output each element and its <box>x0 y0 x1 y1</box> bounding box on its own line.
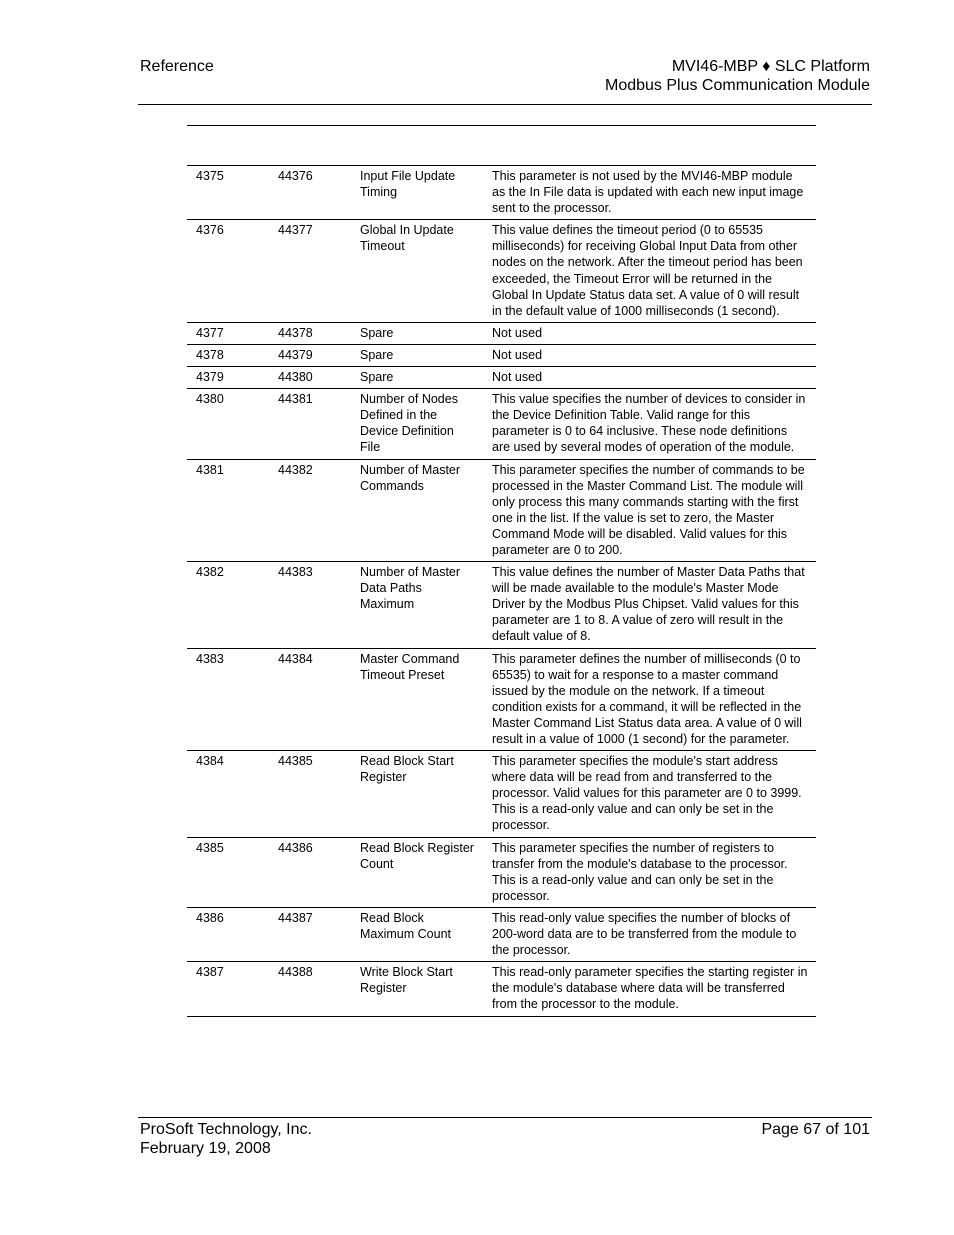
row-description: Not used <box>483 344 816 366</box>
row-offset: 4378 <box>187 344 269 366</box>
parameter-table-body <box>187 166 816 1017</box>
row-address: 44377 <box>269 220 351 323</box>
header-divider <box>138 104 872 105</box>
row-offset: 4375 <box>187 166 269 220</box>
row-offset: 4376 <box>187 220 269 323</box>
row-name: Spare <box>351 322 483 344</box>
table-row <box>187 907 816 961</box>
row-name: Read Block Maximum Count <box>351 907 483 961</box>
row-offset: 4386 <box>187 907 269 961</box>
row-address: 44376 <box>269 166 351 220</box>
row-description: Not used <box>483 322 816 344</box>
row-offset: 4381 <box>187 459 269 562</box>
row-address: 44385 <box>269 751 351 837</box>
row-description: This value defines the number of Master Data Paths that will be made available to the module's Master Mode Driver by the Modbus Plus Chipset. Valid values for this parameter are 1 to 8. A value of zero will result in the default value of 8. <box>483 562 816 648</box>
row-description: This value defines the timeout period (0 to 65535 milliseconds) for receiving Global Input Data from other nodes on the network. After the timeout period has been exceeded, the Timeout Error will be returned in the Global In Update Status data set. A value of 0 will result in the default value of 1000 milliseconds (1 second). <box>483 220 816 323</box>
row-description: Not used <box>483 367 816 389</box>
row-description: This parameter specifies the number of registers to transfer from the module's database to the processor. This is a read-only value and can only be set in the processor. <box>483 837 816 907</box>
row-description: This parameter defines the number of milliseconds (0 to 65535) to wait for a response to a master command issued by the module on the network. If a timeout condition exists for a command, it will be reflected in the Master Command List Status data area. A value of 0 will result in a value of 1000 (1 second) for the parameter. <box>483 648 816 751</box>
row-name: Input File Update Timing <box>351 166 483 220</box>
table-row <box>187 459 816 562</box>
table-row <box>187 648 816 751</box>
table-row <box>187 962 816 1016</box>
row-description: This read-only parameter specifies the starting register in the module's database where data will be transferred from the processor to the module. <box>483 962 816 1016</box>
row-offset: 4384 <box>187 751 269 837</box>
row-address: 44384 <box>269 648 351 751</box>
footer-date: February 19, 2008 <box>140 1140 271 1157</box>
row-name: Spare <box>351 367 483 389</box>
row-name: Read Block Start Register <box>351 751 483 837</box>
row-offset: 4380 <box>187 389 269 459</box>
footer-page-number: Page 67 of 101 <box>761 1121 870 1138</box>
row-offset: 4385 <box>187 837 269 907</box>
row-address: 44378 <box>269 322 351 344</box>
header-product-line: MVI46-MBP ♦ SLC Platform <box>671 58 870 75</box>
table-row <box>187 751 816 837</box>
table-top-divider <box>187 125 816 126</box>
row-address: 44380 <box>269 367 351 389</box>
table-row <box>187 367 816 389</box>
row-description: This parameter is not used by the MVI46-MBP module as the In File data is updated with each new input image sent to the processor. <box>483 166 816 220</box>
header-product <box>605 57 870 95</box>
row-address: 44386 <box>269 837 351 907</box>
row-offset: 4377 <box>187 322 269 344</box>
row-address: 44388 <box>269 962 351 1016</box>
table-row <box>187 166 816 220</box>
row-offset: 4379 <box>187 367 269 389</box>
table-row <box>187 220 816 323</box>
row-description: This read-only value specifies the number of blocks of 200-word data are to be transferred from the module to the processor. <box>483 907 816 961</box>
table-row <box>187 344 816 366</box>
row-name: Number of Nodes Defined in the Device Definition File <box>351 389 483 459</box>
footer-left <box>140 1120 312 1158</box>
row-address: 44387 <box>269 907 351 961</box>
row-description: This parameter specifies the module's start address where data will be read from and transferred to the processor. Valid values for this parameter are 0 to 3999. This is a read-only value and can only be set in the processor. <box>483 751 816 837</box>
row-name: Read Block Register Count <box>351 837 483 907</box>
row-name: Number of Master Data Paths Maximum <box>351 562 483 648</box>
row-description: This parameter specifies the number of commands to be processed in the Master Command List. The module will only process this many commands starting with the first one in the list. If the value is set to zero, the Master Command Mode will be disabled. Valid values for this parameter are 0 to 200. <box>483 459 816 562</box>
row-address: 44383 <box>269 562 351 648</box>
header-product-subtitle: Modbus Plus Communication Module <box>604 77 870 94</box>
row-offset: 4382 <box>187 562 269 648</box>
row-name: Spare <box>351 344 483 366</box>
row-offset: 4387 <box>187 962 269 1016</box>
row-address: 44379 <box>269 344 351 366</box>
footer-company: ProSoft Technology, Inc. <box>140 1121 312 1138</box>
row-description: This value specifies the number of devices to consider in the Device Definition Table. Valid range for this parameter is 0 to 64 inclusive. These node definitions are used by several modes of operation of the module. <box>483 389 816 459</box>
row-address: 44382 <box>269 459 351 562</box>
row-name: Master Command Timeout Preset <box>351 648 483 751</box>
table-row <box>187 389 816 459</box>
parameter-table <box>187 165 816 1017</box>
footer-divider <box>138 1117 872 1118</box>
table-row <box>187 837 816 907</box>
table-row <box>187 322 816 344</box>
row-offset: 4383 <box>187 648 269 751</box>
row-name: Global In Update Timeout <box>351 220 483 323</box>
header-section-title: Reference <box>140 58 214 75</box>
row-name: Number of Master Commands <box>351 459 483 562</box>
row-address: 44381 <box>269 389 351 459</box>
table-row <box>187 562 816 648</box>
row-name: Write Block Start Register <box>351 962 483 1016</box>
